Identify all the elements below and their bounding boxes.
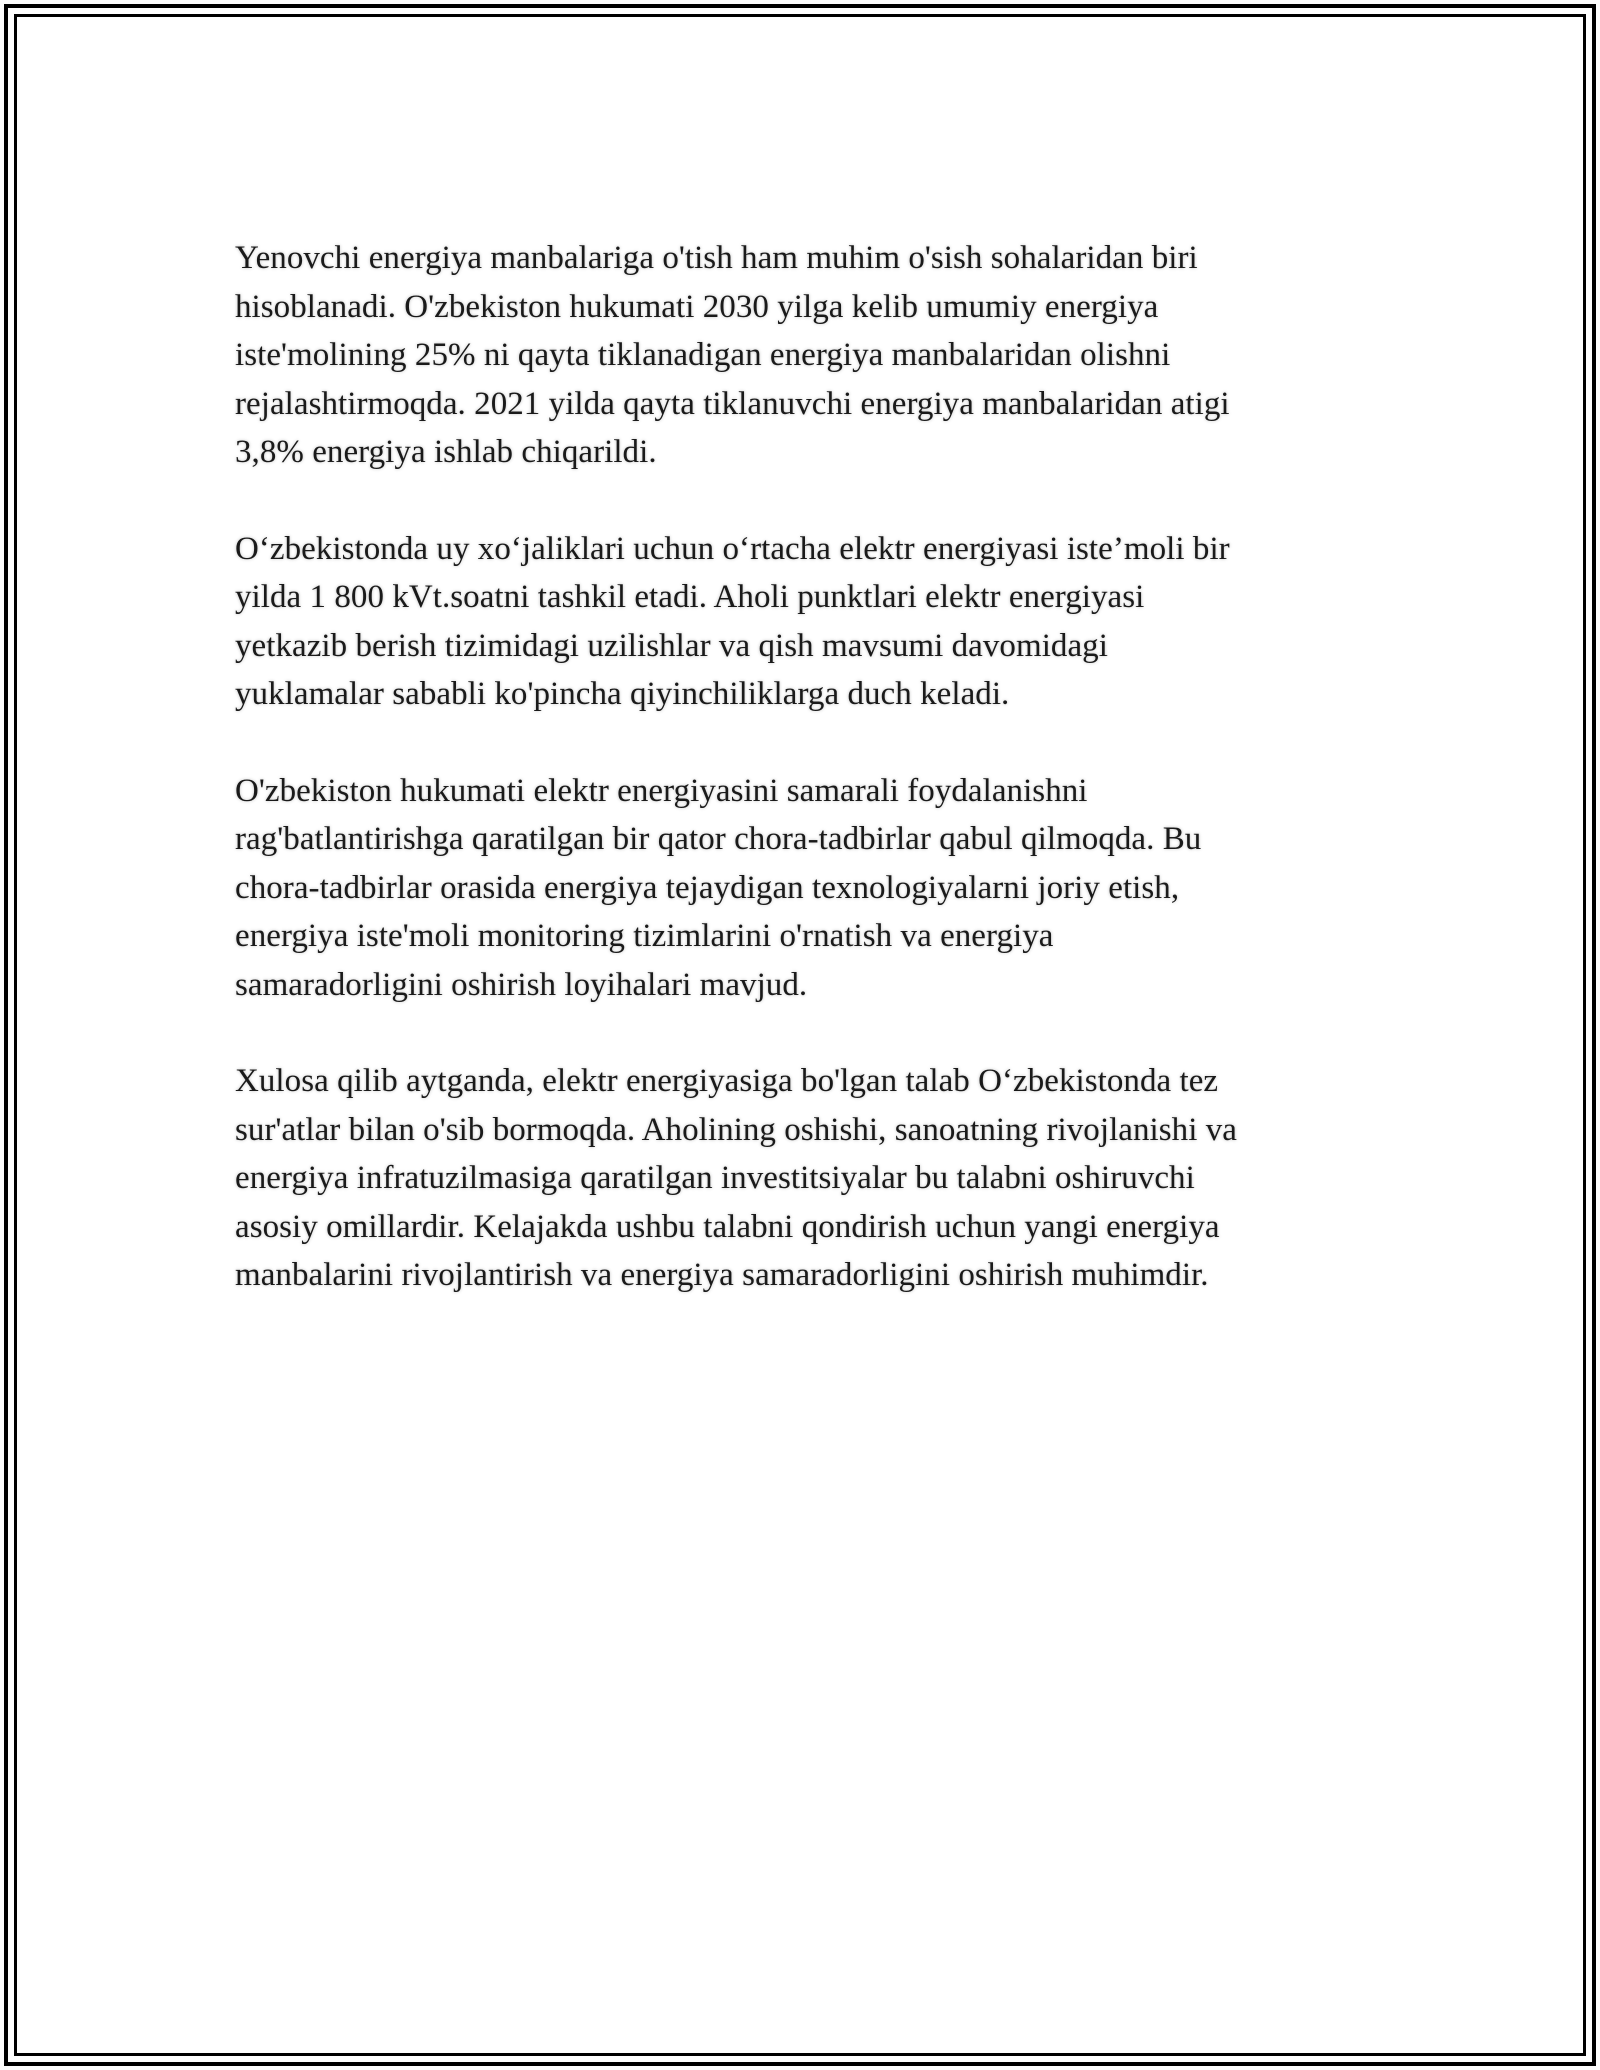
paragraph-government-measures	[235, 767, 1375, 1010]
paragraph-renewable-energy	[235, 234, 1375, 477]
text-line: asosiy omillardir. Kelajakda ushbu talabni qondirish uchun yangi energiya	[235, 1208, 1220, 1245]
text-line: iste'molining 25% ni qayta tiklanadigan energiya manbalaridan olishni	[235, 337, 1171, 373]
text-line: O'zbekiston hukumati elektr energiyasini samarali foydalanishni	[235, 772, 1088, 809]
text-line: hisoblanadi. O'zbekiston hukumati 2030 yilga kelib umumiy energiya	[235, 288, 1159, 325]
text-line: energiya infratuzilmasiga qaratilgan investitsiyalar bu talabni oshiruvchi	[235, 1160, 1195, 1196]
text-line: sur'atlar bilan o'sib bormoqda. Aholining oshishi, sanoatning rivojlanishi va	[235, 1111, 1237, 1148]
text-line: chora-tadbirlar orasida energiya tejaydigan texnologiyalarni joriy etish,	[235, 869, 1180, 906]
text-line: O‘zbekistonda uy xo‘jaliklari uchun o‘rtacha elektr energiyasi iste’moli bir	[235, 530, 1230, 567]
paragraph-conclusion	[235, 1057, 1375, 1300]
document-body	[235, 234, 1375, 1348]
text-line: Yenovchi energiya manbalariga o'tish ham muhim o'sish sohalaridan biri	[235, 240, 1198, 276]
text-line: 3,8% energiya ishlab chiqarildi.	[235, 434, 657, 470]
text-line: rejalashtirmoqda. 2021 yilda qayta tiklanuvchi energiya manbalaridan atigi	[235, 385, 1230, 422]
paragraph-household-consumption	[235, 525, 1375, 719]
text-line: yetkazib berish tizimidagi uzilishlar va qish mavsumi davomidagi	[235, 627, 1108, 664]
text-line: rag'batlantirishga qaratilgan bir qator chora-tadbirlar qabul qilmoqda. Bu	[235, 821, 1202, 857]
text-line: yuklamalar sababli ko'pincha qiyinchiliklarga duch keladi.	[235, 676, 1010, 712]
text-line: Xulosa qilib aytganda, elektr energiyasiga bo'lgan talab O‘zbekistonda tez	[235, 1063, 1219, 1099]
text-line: yilda 1 800 kVt.soatni tashkil etadi. Aholi punktlari elektr energiyasi	[235, 579, 1145, 615]
text-line: manbalarini rivojlantirish va energiya samaradorligini oshirish muhimdir.	[235, 1257, 1209, 1293]
text-line: energiya iste'moli monitoring tizimlarini o'rnatish va energiya	[235, 918, 1054, 954]
text-line: samaradorligini oshirish loyihalari mavjud.	[235, 966, 808, 1003]
